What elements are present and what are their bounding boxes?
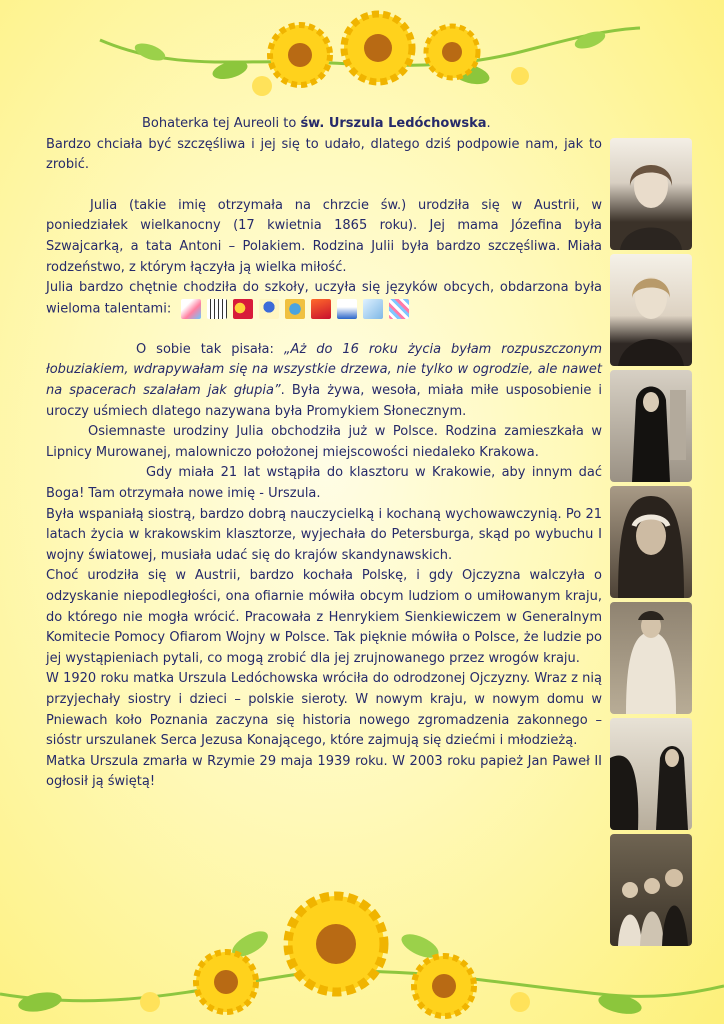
sunflower-icon [426,26,478,78]
photo-strip [610,138,692,946]
paragraph: Matka Urszula zmarła w Rzymie 29 maja 1939 roku. W 2003 roku papież Jan Paweł II ogłosił ją świętą! [46,753,602,790]
languages-icon [389,299,409,319]
sunflower-icon [270,25,330,85]
paragraph-talents [46,278,602,320]
globe-icon [285,299,305,319]
intro-text: Bohaterka tej Aureoli to [142,116,301,131]
talent-icons [181,299,409,319]
portrait-child [610,138,692,250]
paragraph: Bardzo chciała być szczęśliwa i jej się to udało, dlatego dziś podpowie nam, jak to zrobić. [46,136,602,173]
paragraph: Osiemnaste urodziny Julia obchodziła już w Polsce. Rodzina zamieszkała w Lipnicy Murowanej, malowniczo położonej miejscowości niedaleko Krakowa. [46,424,602,460]
dance-icon [259,299,279,319]
intro-period: . [486,116,491,131]
sunflower-icon [414,956,474,1016]
intro-line [46,114,602,135]
paragraph: W 1920 roku matka Urszula Ledóchowska wróciła do odrodzonej Ojczyzny. Wraz z nią przyjechały siostry i dzieci – polskie sieroty. W nowym kraju, w nowym domu w Pniewach koło Poznania zaczyna się historia nowego zgromadzenia zakonnego – sióstr urszulanek Serca Jezusa Konającego, które zajmują się dziećmi i młodzieżą. [46,671,602,749]
piano-icon [207,299,227,319]
paragraph: Julia (takie imię otrzymała na chrzcie św.) urodziła się w Austrii, w poniedziałek wielkanocny (17 kwietnia 1865 roku). Jej mama Józefina była Szwajcarką, a tata Antoni – Polakiem. Rodzina Julii była bardzo szczęśliwa. Miała rodzeństwo, z którym łączyła ją wielka miłość. [46,197,602,275]
sunflower-garland-bottom [0,874,724,1024]
paragraph: Choć urodziła się w Austrii, bardzo kochała Polskę, i gdy Ojczyzna walczyła o odzyskanie niepodległości, ona ofiarnie mówiła obcym ludziom o umiłowanym kraju, do którego nie mogła wrócić. Pracowała z Henrykiem Sienkiewiczem w Generalnym Komitecie Pomocy Ofiarom Wojny w Polsce. Tak pięknie mówiła o Polsce, że ludzie po jej wystąpieniach pytali, co mogą zrobić dla jej zrujnowanego przez wrogów kraju. [46,568,602,666]
paragraph: Gdy miała 21 lat wstąpiła do klasztoru w Krakowie, aby innym dać Boga! Tam otrzymała nowe imię - Urszula. [46,465,602,501]
portrait-young-girl [610,254,692,366]
theatre-icon [233,299,253,319]
photo-seated-nun [610,602,692,714]
portrait-elder-nun [610,486,692,598]
talents-text: Julia bardzo chętnie chodziła do szkoły, uczyła się języków obcych, obdarzona była wieloma talentami: [46,280,602,317]
swimming-icon [337,299,357,319]
sunflower-icon [288,896,384,992]
sunflower-icon [344,14,412,82]
article-body [46,114,602,793]
quote: „Aż do 16 roku życia byłam rozpuszczonym łobuziakiem, wdrapywałam się na wszystkie drzewa, nie tylko w ogrodzie, ale nawet na spacerach szalałam jak głupia” [46,341,602,399]
sunflower-garland-top [0,0,724,110]
art-icon [181,299,201,319]
skiing-icon [363,299,383,319]
sunflower-icon [196,952,256,1012]
paragraph: Była wspaniałą siostrą, bardzo dobrą nauczycielką i kochaną wychowawczynią. Po 21 latach życia w krakowskim klasztorze, wyjechała do Petersburga, skąd po wybuchu I wojny światowej, musiała udać się do krajów skandynawskich. [46,506,602,563]
portrait-nun [610,370,692,482]
horse-riding-icon [311,299,331,319]
photo-nun-with-horse [610,718,692,830]
quote-lead: O sobie tak pisała: [136,341,284,357]
paragraph-quote [46,340,602,422]
quote-tail: . Była żywa, wesoła, miała miłe usposobienie i uroczy uśmiech dlatego nazywana była Promykiem Słonecznym. [46,383,603,419]
saint-name: św. Urszula Ledóchowska [300,116,487,131]
